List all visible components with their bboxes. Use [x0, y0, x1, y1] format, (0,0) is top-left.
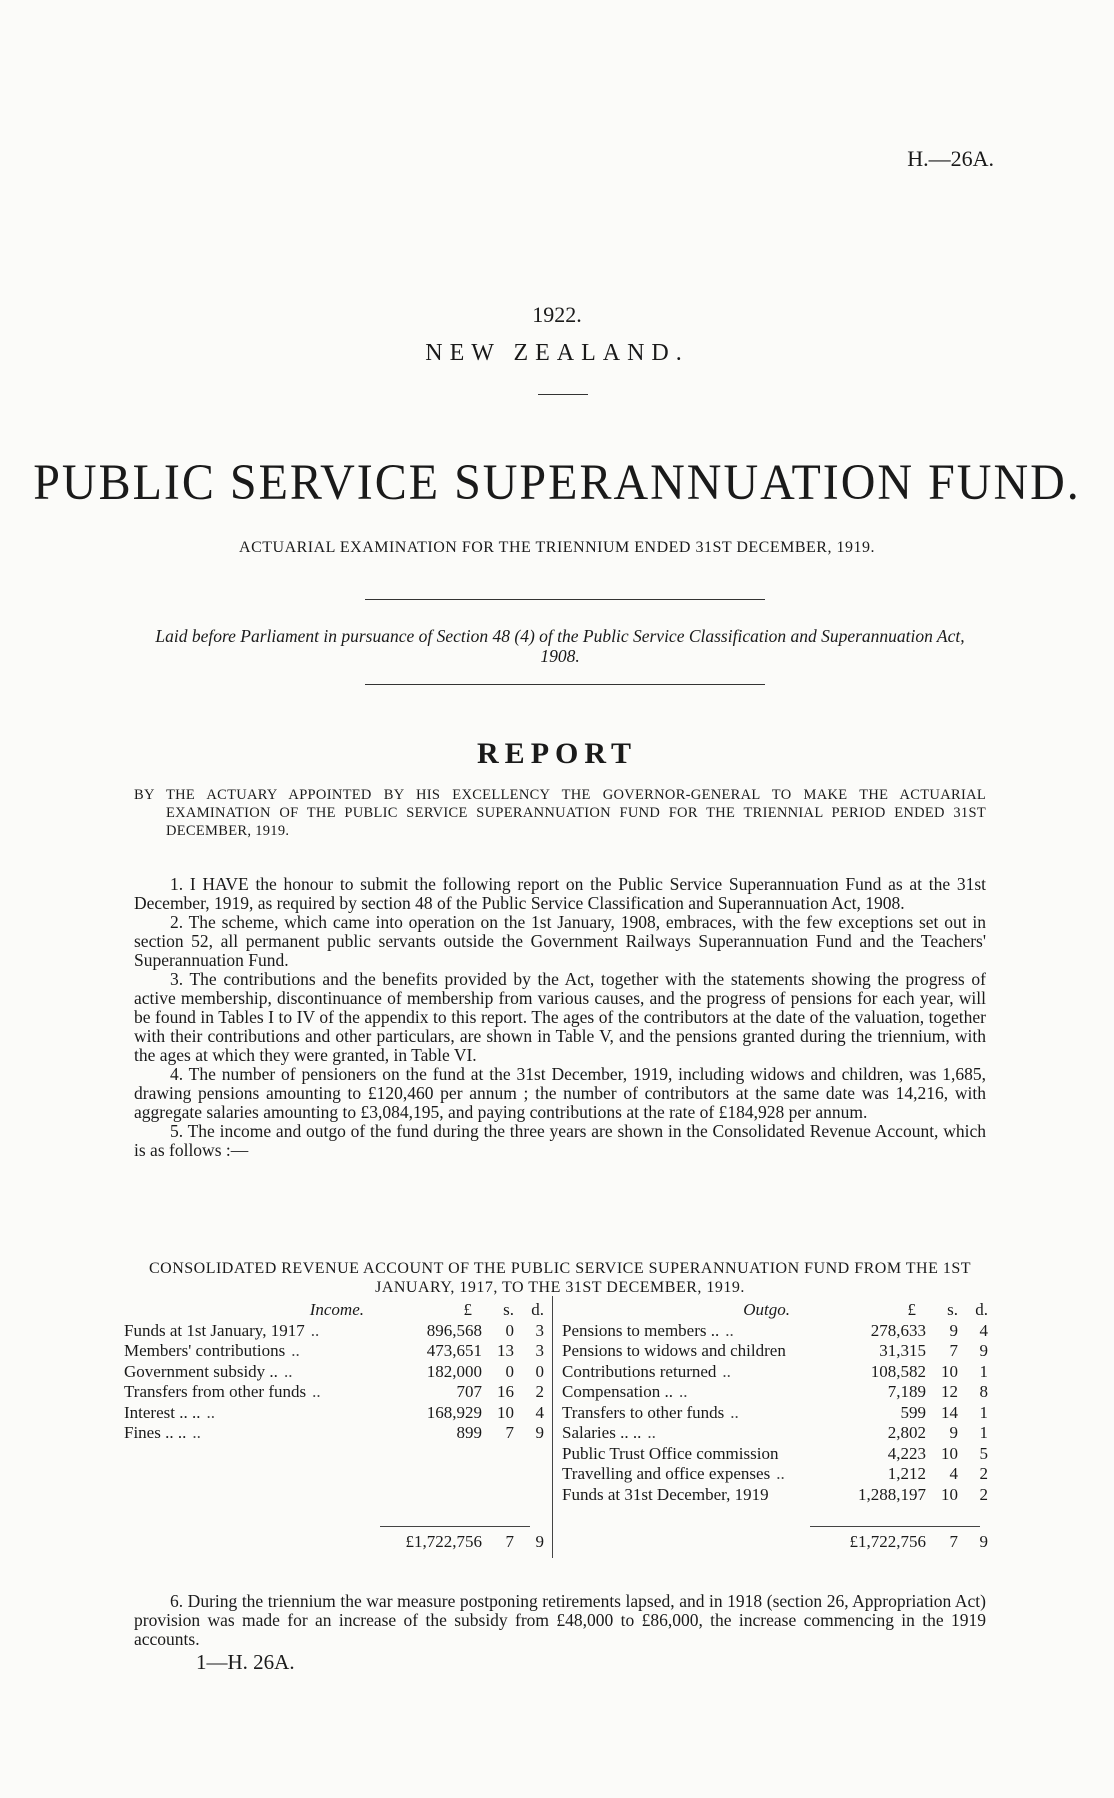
outgo-row	[562, 1423, 988, 1444]
income-pence: 4	[535, 1402, 544, 1422]
outgo-pounds: 108,582	[870, 1361, 926, 1381]
outgo-row	[562, 1362, 988, 1383]
report-body	[134, 875, 986, 1160]
laid-before-note: Laid before Parliament in pursuance of Section 48 (4) of the Public Service Classification and Superannuation Act, 1908.	[155, 626, 965, 666]
outgo-total-rule	[810, 1526, 980, 1527]
outgo-pounds: 1,212	[887, 1464, 926, 1483]
outgo-shillings: 10	[941, 1484, 958, 1504]
income-pence: 9	[535, 1423, 544, 1442]
income-total-pence: 9	[535, 1532, 544, 1551]
income-pence: 0	[535, 1361, 544, 1381]
income-heading: Income.	[309, 1300, 364, 1319]
outgo-row	[562, 1341, 988, 1362]
income-item-label: Government subsidy .. ..	[124, 1361, 293, 1381]
income-pence: 2	[535, 1382, 544, 1401]
pounds-header: £	[907, 1300, 916, 1319]
income-total-shillings: 7	[505, 1532, 514, 1551]
income-shillings: 13	[497, 1341, 514, 1360]
outgo-pence: 2	[979, 1484, 988, 1504]
leader-dots: ..	[730, 1402, 739, 1422]
outgo-total-pence: 9	[979, 1532, 988, 1551]
income-pounds: 473,651	[426, 1341, 482, 1360]
outgo-pounds: 1,288,197	[858, 1484, 926, 1504]
income-shillings: 0	[505, 1320, 514, 1340]
leader-dots: ..	[206, 1402, 215, 1422]
income-item-label: Interest .. .. ..	[124, 1402, 215, 1422]
shillings-header: s.	[947, 1300, 958, 1319]
income-item-label: Funds at 1st January, 1917 ..	[124, 1320, 320, 1340]
outgo-item-label: Pensions to members .. ..	[562, 1320, 734, 1340]
outgo-pounds: 2,802	[887, 1423, 926, 1442]
account-title: CONSOLIDATED REVENUE ACCOUNT OF THE PUBLIC SERVICE SUPERANNUATION FUND FROM THE 1ST JANUARY, 1917, TO THE 31ST DECEMBER, 1919.	[148, 1260, 972, 1296]
income-pounds: 168,929	[426, 1402, 482, 1422]
document-subtitle: ACTUARIAL EXAMINATION FOR THE TRIENNIUM ENDED 31ST DECEMBER, 1919.	[239, 539, 875, 556]
income-total-pounds: £1,722,756	[405, 1532, 482, 1551]
outgo-row	[562, 1321, 988, 1342]
outgo-pounds: 278,633	[870, 1320, 926, 1340]
income-pounds: 896,568	[426, 1320, 482, 1340]
outgo-table	[562, 1300, 988, 1505]
paragraph-3: 3. The contributions and the benefits provided by the Act, together with the statements showing the progress of active membership, discontinuance of membership from various causes, and the progress of pensions for each year, will be found in Tables I to IV of the appendix to this report. The ages of the contributors at the date of the valuation, together with their contributions and other particulars, are shown in Table V, and the pensions granted during the triennium, with the ages at which they were granted, in Table VI.	[134, 969, 986, 1065]
header-reference: H.—26A.	[907, 146, 994, 171]
outgo-item-label: Travelling and office expenses ..	[562, 1464, 785, 1483]
leader-dots	[769, 1485, 775, 1504]
leader-dots: ..	[678, 1382, 688, 1401]
page-mark: 1—H. 26A.	[196, 1650, 295, 1674]
paragraph-5: 5. The income and outgo of the fund during the three years are shown in the Consolidated Revenue Account, which is as follows :—	[134, 1121, 986, 1160]
outgo-shillings: 7	[949, 1341, 958, 1360]
leader-dots: ..	[192, 1423, 201, 1442]
outgo-item-label: Compensation .. ..	[562, 1382, 688, 1401]
outgo-row	[562, 1485, 988, 1506]
divider	[365, 684, 765, 685]
outgo-item-label: Contributions returned ..	[562, 1361, 731, 1381]
leader-dots: ..	[725, 1320, 734, 1340]
leader-dots: ..	[291, 1341, 300, 1360]
leader-dots: ..	[312, 1382, 321, 1401]
income-pounds: 899	[456, 1423, 482, 1442]
income-pence: 3	[535, 1320, 544, 1340]
income-row	[124, 1403, 544, 1424]
outgo-pence: 2	[979, 1464, 988, 1483]
divider	[365, 599, 765, 600]
income-pounds: 707	[456, 1382, 482, 1401]
outgo-pounds: 599	[900, 1402, 926, 1422]
outgo-pence: 8	[979, 1382, 988, 1401]
income-item-label: Members' contributions ..	[124, 1341, 300, 1360]
outgo-row	[562, 1444, 988, 1465]
income-pence: 3	[535, 1341, 544, 1360]
outgo-item-label: Salaries .. .. ..	[562, 1423, 656, 1442]
income-shillings: 0	[505, 1361, 514, 1381]
outgo-row	[562, 1403, 988, 1424]
outgo-total	[562, 1532, 988, 1553]
income-row	[124, 1362, 544, 1383]
report-body-continued	[134, 1592, 986, 1649]
pence-header: d.	[975, 1300, 988, 1319]
leader-dots: ..	[722, 1361, 731, 1381]
paragraph-2: 2. The scheme, which came into operation on the 1st January, 1908, embraces, with the few exceptions set out in section 52, all permanent public servants outside the Government Railways Superannuation Fund and the Teachers' Superannuation Fund.	[134, 912, 986, 970]
outgo-pounds: 31,315	[879, 1341, 926, 1360]
paragraph-1: 1. I HAVE the honour to submit the following report on the Public Service Superannuation Fund as at the 31st December, 1919, as required by section 48 of the Public Service Classification and Superannuation Act, 1908.	[134, 874, 986, 913]
income-row	[124, 1321, 544, 1342]
pounds-header: £	[463, 1300, 472, 1319]
outgo-shillings: 10	[941, 1443, 958, 1463]
income-shillings: 16	[497, 1382, 514, 1401]
outgo-item-label: Funds at 31st December, 1919	[562, 1485, 820, 1506]
paragraph-4: 4. The number of pensioners on the fund at the 31st December, 1919, including widows and children, was 1,685, drawing pensions amounting to £120,460 per annum ; the number of contributors at the same date was 14,216, with aggregate salaries amounting to £3,084,195, and paying contributions at the rate of £184,928 per annum.	[134, 1064, 986, 1122]
outgo-pence: 4	[979, 1320, 988, 1340]
income-row	[124, 1423, 544, 1444]
outgo-pence: 1	[979, 1402, 988, 1422]
leader-dots	[786, 1341, 792, 1360]
income-total	[124, 1532, 544, 1553]
leader-dots: ..	[776, 1464, 785, 1483]
income-row	[124, 1382, 544, 1403]
outgo-shillings: 10	[941, 1361, 958, 1381]
leader-dots: ..	[283, 1361, 293, 1381]
income-shillings: 7	[505, 1423, 514, 1442]
income-row	[124, 1341, 544, 1362]
leader-dots: ..	[647, 1423, 656, 1442]
outgo-shillings: 12	[941, 1382, 958, 1401]
outgo-shillings: 14	[941, 1402, 958, 1422]
outgo-shillings: 9	[949, 1423, 958, 1442]
leader-dots: ..	[310, 1320, 320, 1340]
country: NEW ZEALAND.	[425, 340, 689, 366]
divider	[538, 394, 588, 395]
report-subheading: BY THE ACTUARY APPOINTED BY HIS EXCELLENCY THE GOVERNOR-GENERAL TO MAKE THE ACTUARIAL EXAMINATION OF THE PUBLIC SERVICE SUPERANNUATION FUND FOR THE TRIENNIAL PERIOD ENDED 31ST DECEMBER, 1919.	[134, 787, 986, 839]
outgo-item-label: Pensions to widows and children	[562, 1341, 820, 1362]
outgo-row	[562, 1382, 988, 1403]
income-item-label: Transfers from other funds ..	[124, 1382, 321, 1401]
outgo-shillings: 9	[949, 1320, 958, 1340]
income-table	[124, 1300, 544, 1444]
leader-dots	[778, 1444, 784, 1463]
income-shillings: 10	[497, 1402, 514, 1422]
outgo-pence: 1	[979, 1423, 988, 1442]
outgo-heading: Outgo.	[743, 1300, 790, 1319]
report-heading: REPORT	[477, 737, 637, 770]
year: 1922.	[532, 302, 582, 327]
outgo-row	[562, 1464, 988, 1485]
outgo-pence: 5	[979, 1443, 988, 1463]
outgo-pence: 1	[979, 1361, 988, 1381]
income-pounds: 182,000	[426, 1361, 482, 1381]
column-divider	[552, 1296, 553, 1558]
income-total-rule	[380, 1526, 530, 1527]
outgo-item-label: Public Trust Office commission	[562, 1444, 820, 1465]
paragraph-6: 6. During the triennium the war measure postponing retirements lapsed, and in 1918 (section 26, Appropriation Act) provision was made for an increase of the subsidy from £48,000 to £86,000, the increase commencing in the 1919 accounts.	[134, 1591, 986, 1649]
outgo-shillings: 4	[949, 1464, 958, 1483]
shillings-header: s.	[503, 1300, 514, 1319]
pence-header: d.	[531, 1300, 544, 1319]
outgo-total-pounds: £1,722,756	[849, 1532, 926, 1551]
income-item-label: Fines .. .. ..	[124, 1423, 201, 1442]
outgo-total-shillings: 7	[949, 1532, 958, 1551]
outgo-pounds: 7,189	[887, 1382, 926, 1401]
document-title: PUBLIC SERVICE SUPERANNUATION FUND.	[33, 454, 1081, 511]
outgo-pence: 9	[979, 1341, 988, 1360]
outgo-item-label: Transfers to other funds ..	[562, 1402, 739, 1422]
outgo-pounds: 4,223	[887, 1443, 926, 1463]
